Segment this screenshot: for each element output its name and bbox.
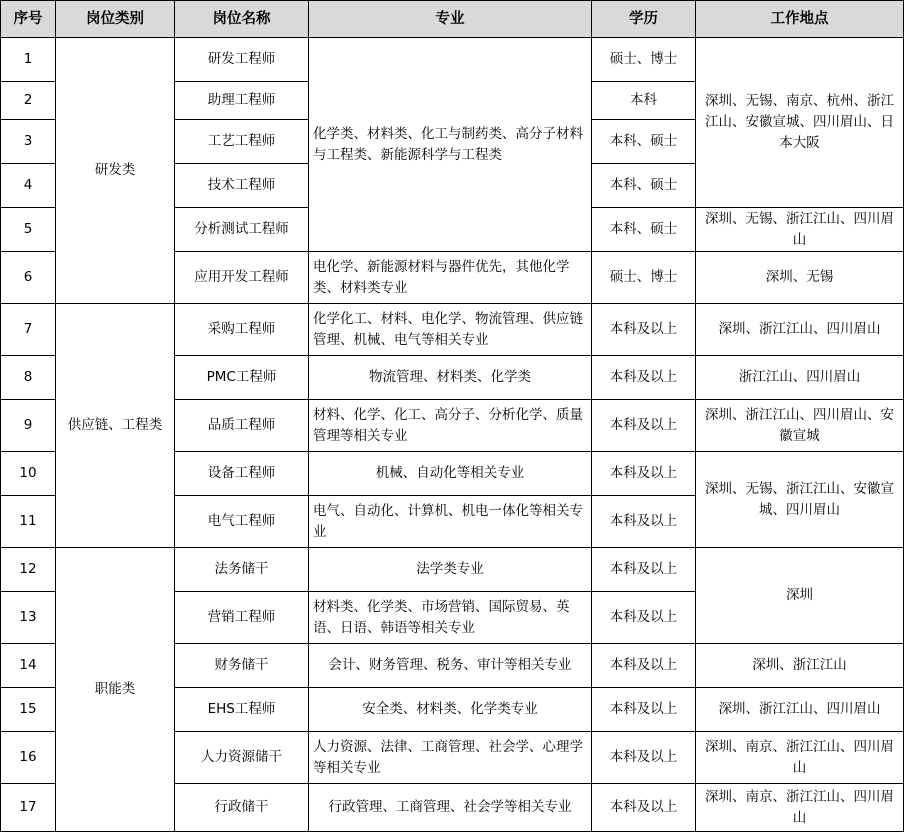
location-cell: 深圳、浙江江山、四川眉山	[696, 304, 904, 356]
major-cell: 材料、化学、化工、高分子、分析化学、质量管理等相关专业	[309, 400, 592, 452]
position-name: 采购工程师	[175, 304, 309, 356]
education-cell: 本科及以上	[592, 452, 696, 496]
row-no: 16	[1, 732, 56, 784]
table-row	[1, 304, 904, 356]
major-cell: 人力资源、法律、工商管理、社会学、心理学等相关专业	[309, 732, 592, 784]
position-name: 财务储干	[175, 644, 309, 688]
table-header-row	[1, 1, 904, 38]
major-cell: 化学化工、材料、电化学、物流管理、供应链管理、机械、电气等相关专业	[309, 304, 592, 356]
category-cell: 研发类	[56, 38, 175, 304]
position-name: 工艺工程师	[175, 120, 309, 164]
education-cell: 本科及以上	[592, 592, 696, 644]
position-name: 法务储干	[175, 548, 309, 592]
education-cell: 硕士、博士	[592, 252, 696, 304]
row-no: 2	[1, 82, 56, 120]
location-cell: 深圳、无锡	[696, 252, 904, 304]
location-cell: 浙江江山、四川眉山	[696, 356, 904, 400]
position-name: PMC工程师	[175, 356, 309, 400]
row-no: 7	[1, 304, 56, 356]
header-position: 岗位名称	[175, 1, 309, 38]
major-cell: 法学类专业	[309, 548, 592, 592]
header-category: 岗位类别	[56, 1, 175, 38]
location-cell: 深圳、无锡、浙江江山、安徽宣城、四川眉山	[696, 452, 904, 548]
row-no: 10	[1, 452, 56, 496]
location-cell: 深圳、浙江江山、四川眉山	[696, 688, 904, 732]
education-cell: 本科	[592, 82, 696, 120]
row-no: 9	[1, 400, 56, 452]
position-name: 应用开发工程师	[175, 252, 309, 304]
location-cell: 深圳、浙江江山、四川眉山、安徽宣城	[696, 400, 904, 452]
education-cell: 硕士、博士	[592, 38, 696, 82]
major-cell: 化学类、材料类、化工与制药类、高分子材料与工程类、新能源科学与工程类	[309, 38, 592, 252]
major-cell: 会计、财务管理、税务、审计等相关专业	[309, 644, 592, 688]
table-row	[1, 548, 904, 592]
education-cell: 本科、硕士	[592, 120, 696, 164]
education-cell: 本科、硕士	[592, 164, 696, 208]
header-major: 专业	[309, 1, 592, 38]
position-name: EHS工程师	[175, 688, 309, 732]
major-cell: 安全类、材料类、化学类专业	[309, 688, 592, 732]
location-cell: 深圳、南京、浙江江山、四川眉山	[696, 732, 904, 784]
major-cell: 机械、自动化等相关专业	[309, 452, 592, 496]
location-cell: 深圳、南京、浙江江山、四川眉山	[696, 784, 904, 832]
major-cell: 材料类、化学类、市场营销、国际贸易、英语、日语、韩语等相关专业	[309, 592, 592, 644]
education-cell: 本科及以上	[592, 496, 696, 548]
position-name: 研发工程师	[175, 38, 309, 82]
row-no: 3	[1, 120, 56, 164]
education-cell: 本科及以上	[592, 688, 696, 732]
row-no: 8	[1, 356, 56, 400]
position-name: 品质工程师	[175, 400, 309, 452]
row-no: 15	[1, 688, 56, 732]
location-cell: 深圳、浙江江山	[696, 644, 904, 688]
major-cell: 物流管理、材料类、化学类	[309, 356, 592, 400]
position-name: 技术工程师	[175, 164, 309, 208]
education-cell: 本科及以上	[592, 732, 696, 784]
category-cell: 供应链、工程类	[56, 304, 175, 548]
location-cell: 深圳、无锡、浙江江山、四川眉山	[696, 208, 904, 252]
position-name: 设备工程师	[175, 452, 309, 496]
position-name: 助理工程师	[175, 82, 309, 120]
header-location: 工作地点	[696, 1, 904, 38]
row-no: 6	[1, 252, 56, 304]
location-cell: 深圳	[696, 548, 904, 644]
category-cell: 职能类	[56, 548, 175, 832]
education-cell: 本科及以上	[592, 400, 696, 452]
education-cell: 本科及以上	[592, 644, 696, 688]
row-no: 11	[1, 496, 56, 548]
position-name: 分析测试工程师	[175, 208, 309, 252]
row-no: 5	[1, 208, 56, 252]
education-cell: 本科及以上	[592, 784, 696, 832]
row-no: 13	[1, 592, 56, 644]
position-name: 行政储干	[175, 784, 309, 832]
table-row	[1, 38, 904, 82]
education-cell: 本科、硕士	[592, 208, 696, 252]
major-cell: 电化学、新能源材料与器件优先，其他化学类、材料类专业	[309, 252, 592, 304]
row-no: 17	[1, 784, 56, 832]
education-cell: 本科及以上	[592, 548, 696, 592]
position-name: 电气工程师	[175, 496, 309, 548]
position-name: 人力资源储干	[175, 732, 309, 784]
header-education: 学历	[592, 1, 696, 38]
row-no: 12	[1, 548, 56, 592]
position-name: 营销工程师	[175, 592, 309, 644]
education-cell: 本科及以上	[592, 356, 696, 400]
header-no: 序号	[1, 1, 56, 38]
row-no: 14	[1, 644, 56, 688]
major-cell: 电气、自动化、计算机、机电一体化等相关专业	[309, 496, 592, 548]
education-cell: 本科及以上	[592, 304, 696, 356]
major-cell: 行政管理、工商管理、社会学等相关专业	[309, 784, 592, 832]
location-cell: 深圳、无锡、南京、杭州、浙江江山、安徽宣城、四川眉山、日本大阪	[696, 38, 904, 208]
row-no: 1	[1, 38, 56, 82]
row-no: 4	[1, 164, 56, 208]
